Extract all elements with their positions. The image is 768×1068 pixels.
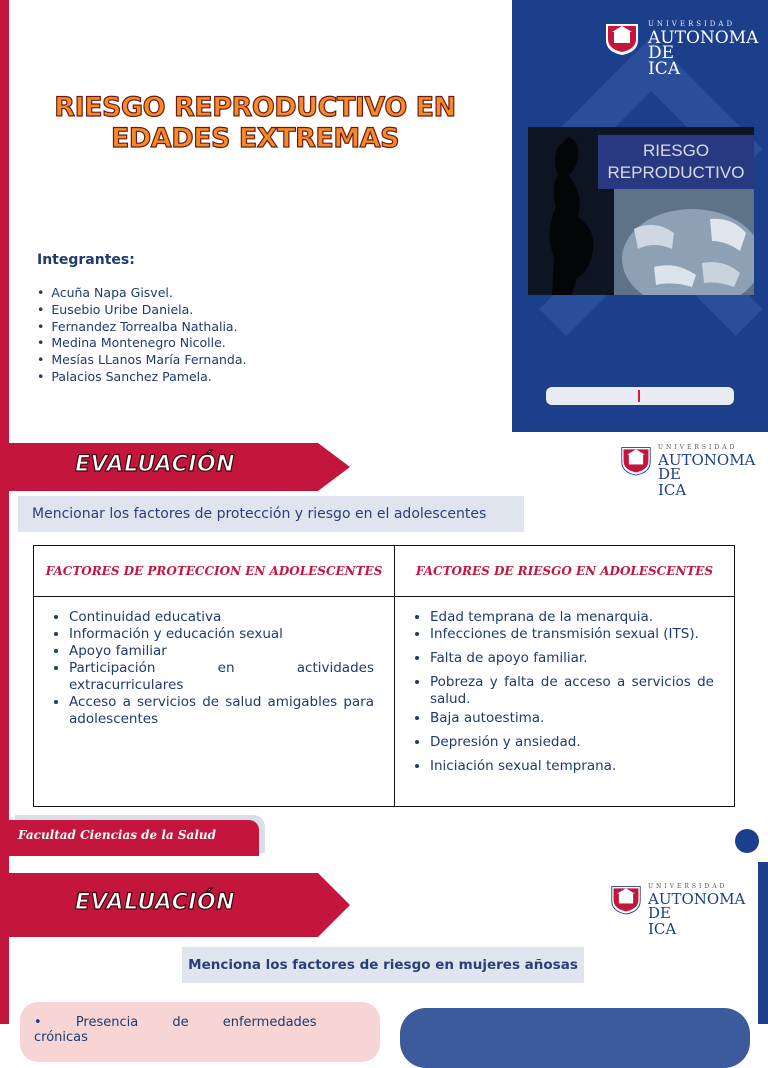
answer-card-blue bbox=[400, 1008, 750, 1068]
shield-logo-icon bbox=[610, 883, 642, 915]
photo-caption-box bbox=[598, 135, 754, 189]
logo-line-1: UNIVERSIDAD bbox=[648, 883, 728, 890]
red-side-bar bbox=[0, 432, 9, 862]
university-logo bbox=[610, 883, 746, 938]
list-item: • Depresión y ansiedad. bbox=[430, 734, 714, 751]
slide-evaluation-older-women bbox=[0, 862, 768, 1045]
list-item: • Iniciación sexual temprana. bbox=[430, 758, 714, 775]
pill-marker bbox=[638, 390, 640, 402]
logo-line-3: DE ICA bbox=[658, 465, 687, 499]
blue-dot-decoration bbox=[735, 829, 759, 853]
photo-caption-line-2: REPRODUCTIVO bbox=[607, 163, 745, 182]
risk-factors-list bbox=[415, 609, 714, 775]
list-item: • Participación en actividades extracurriculares bbox=[69, 660, 374, 694]
presentation-title bbox=[40, 92, 470, 154]
column-header-risk: FACTORES DE RIESGO EN ADOLESCENTES bbox=[395, 546, 735, 597]
logo-line-1: UNIVERSIDAD bbox=[658, 444, 738, 451]
shield-logo-icon bbox=[604, 20, 640, 56]
member-item: • Fernandez Torrealba Nathalia. bbox=[37, 319, 247, 336]
members-heading: Integrantes: bbox=[37, 252, 135, 268]
belly-hands-image bbox=[614, 189, 754, 295]
member-item: • Eusebio Uribe Daniela. bbox=[37, 302, 247, 319]
answer-item-text: Presencia de enfermedades crónicas bbox=[34, 1015, 317, 1045]
logo-line-1: UNIVERSIDAD bbox=[648, 20, 736, 28]
title-line-1: RIESGO REPRODUCTIVO EN bbox=[54, 92, 456, 123]
list-item: • Baja autoestima. bbox=[430, 710, 714, 727]
logo-line-3: DE ICA bbox=[648, 904, 677, 938]
list-item: • Información y educación sexual bbox=[69, 626, 374, 643]
member-item: • Acuña Napa Gisvel. bbox=[37, 285, 247, 302]
hands-on-belly-icon bbox=[614, 189, 754, 295]
list-item: • Pobreza y falta de acceso a servicios de salud. bbox=[430, 674, 714, 708]
slide-evaluation-adolescents bbox=[0, 432, 768, 862]
list-item: • Falta de apoyo familiar. bbox=[430, 650, 714, 667]
protection-factors-list bbox=[54, 609, 374, 728]
university-logo bbox=[604, 20, 759, 79]
pregnancy-photo bbox=[528, 127, 754, 295]
university-logo bbox=[620, 444, 756, 499]
member-item: • Medina Montenegro Nicolle. bbox=[37, 335, 247, 352]
banner-title: EVALUACIÓN bbox=[75, 890, 236, 915]
banner-title: EVALUACIÓN bbox=[75, 452, 236, 477]
faculty-label: Facultad Ciencias de la Salud bbox=[18, 828, 216, 842]
column-header-protection: FACTORES DE PROTECCION EN ADOLESCENTES bbox=[34, 546, 395, 597]
title-line-2: EDADES EXTREMAS bbox=[110, 123, 400, 154]
member-item: • Palacios Sanchez Pamela. bbox=[37, 369, 247, 386]
list-item: • Edad temprana de la menarquia. bbox=[430, 609, 714, 626]
list-item: • Apoyo familiar bbox=[69, 643, 374, 660]
logo-line-2: AUTONOMA bbox=[658, 451, 756, 469]
risk-factors-cell bbox=[395, 597, 735, 807]
member-item: • Mesías LLanos María Fernanda. bbox=[37, 352, 247, 369]
logo-line-2: AUTONOMA bbox=[648, 28, 759, 48]
answer-item: • Presencia de enfermedades crónicas bbox=[34, 1015, 317, 1045]
logo-line-2: AUTONOMA bbox=[648, 890, 746, 908]
factors-table bbox=[33, 545, 735, 807]
blue-side-stripe bbox=[758, 862, 768, 1024]
question-prompt: Mencionar los factores de protección y riesgo en el adolescentes bbox=[18, 496, 524, 532]
protection-factors-cell bbox=[34, 597, 395, 807]
shield-logo-icon bbox=[620, 444, 652, 476]
list-item: • Infecciones de transmisión sexual (ITS). bbox=[430, 626, 714, 643]
photo-caption-line-1: RIESGO bbox=[642, 141, 710, 160]
list-item: • Continuidad educativa bbox=[69, 609, 374, 626]
progress-pill bbox=[546, 387, 734, 405]
red-side-bar bbox=[0, 0, 9, 432]
members-list bbox=[37, 285, 247, 386]
slide-title bbox=[0, 0, 768, 432]
question-prompt: Menciona los factores de riesgo en mujeres añosas bbox=[182, 947, 584, 983]
logo-line-3: DE ICA bbox=[648, 43, 680, 79]
list-item: • Acceso a servicios de salud amigables para adolescentes bbox=[69, 694, 374, 728]
blue-side-panel bbox=[512, 0, 768, 432]
